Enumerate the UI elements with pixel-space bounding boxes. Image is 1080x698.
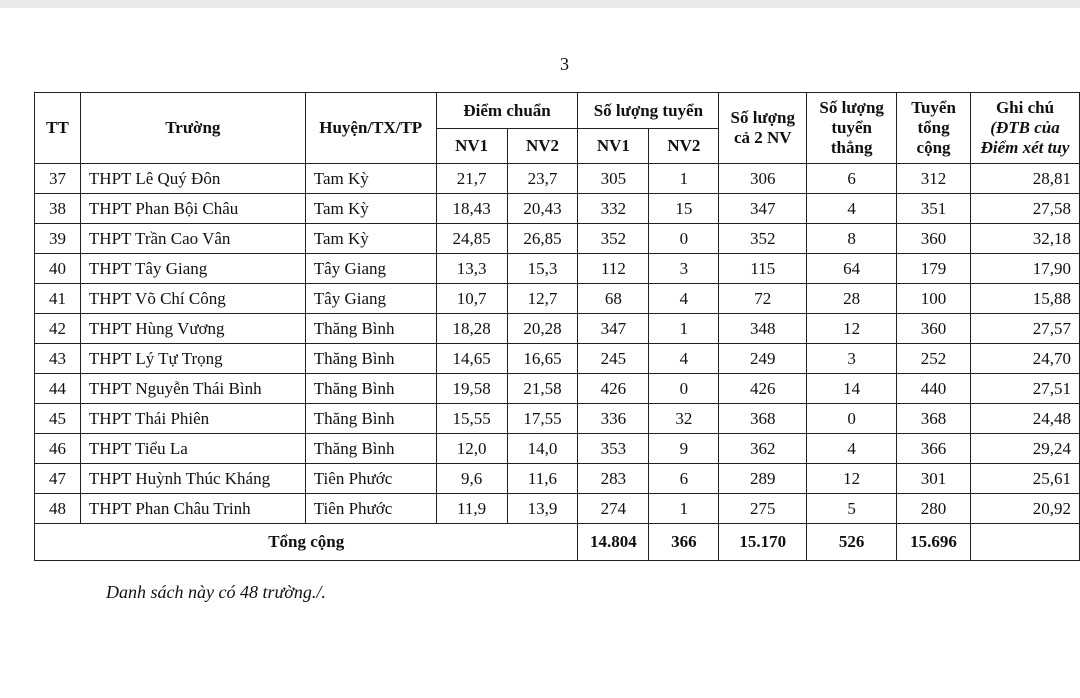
diem-chuan-nv1-cell: 13,3 xyxy=(436,254,507,284)
total-tuyen-thang: 526 xyxy=(807,524,897,561)
ghi-chu-cell: 20,92 xyxy=(971,494,1080,524)
district-cell: Tiên Phước xyxy=(305,464,436,494)
header-sl-nv2: NV2 xyxy=(649,129,719,164)
footnote: Danh sách này có 48 trường./. xyxy=(106,582,326,602)
so-luong-ca-2-nv-cell: 289 xyxy=(719,464,807,494)
tuyen-tong-cong-cell: 440 xyxy=(897,374,971,404)
so-luong-nv1-cell: 353 xyxy=(578,434,649,464)
tuyen-tong-cong-cell: 368 xyxy=(897,404,971,434)
diem-chuan-nv2-cell: 11,6 xyxy=(507,464,578,494)
district-cell: Tây Giang xyxy=(305,254,436,284)
school-cell: THPT Nguyễn Thái Bình xyxy=(80,374,305,404)
tuyen-thang-cell: 4 xyxy=(807,434,897,464)
ghi-chu-cell: 25,61 xyxy=(971,464,1080,494)
total-label: Tổng cộng xyxy=(35,524,578,561)
so-luong-nv1-cell: 426 xyxy=(578,374,649,404)
tuyen-tong-cong-cell: 179 xyxy=(897,254,971,284)
header-ghi-chu-line1: Ghi chú xyxy=(995,98,1055,117)
diem-chuan-nv2-cell: 14,0 xyxy=(507,434,578,464)
diem-chuan-nv2-cell: 16,65 xyxy=(507,344,578,374)
so-luong-nv1-cell: 283 xyxy=(578,464,649,494)
table-row xyxy=(35,314,1080,344)
so-luong-nv1-cell: 274 xyxy=(578,494,649,524)
so-luong-nv1-cell: 68 xyxy=(578,284,649,314)
diem-chuan-nv2-cell: 26,85 xyxy=(507,224,578,254)
so-luong-ca-2-nv-cell: 115 xyxy=(719,254,807,284)
table-row xyxy=(35,224,1080,254)
so-luong-ca-2-nv-cell: 426 xyxy=(719,374,807,404)
tuyen-tong-cong-cell: 360 xyxy=(897,314,971,344)
district-cell: Tây Giang xyxy=(305,284,436,314)
so-luong-nv1-cell: 112 xyxy=(578,254,649,284)
header-tt: TT xyxy=(35,93,81,164)
header-ca-2-nv xyxy=(719,93,807,164)
district-cell: Thăng Bình xyxy=(305,374,436,404)
header-ca-2-nv-line2: cả 2 NV xyxy=(733,128,792,147)
tt-cell: 47 xyxy=(35,464,81,494)
header-tuyen-thang xyxy=(807,93,897,164)
tuyen-thang-cell: 5 xyxy=(807,494,897,524)
header-tuyen-thang-line1: Số lượng xyxy=(819,98,884,117)
diem-chuan-nv1-cell: 18,28 xyxy=(436,314,507,344)
diem-chuan-nv1-cell: 9,6 xyxy=(436,464,507,494)
school-cell: THPT Võ Chí Công xyxy=(80,284,305,314)
so-luong-nv2-cell: 4 xyxy=(649,284,719,314)
tt-cell: 37 xyxy=(35,164,81,194)
header-dc-nv1: NV1 xyxy=(436,129,507,164)
tt-cell: 38 xyxy=(35,194,81,224)
so-luong-nv1-cell: 245 xyxy=(578,344,649,374)
tuyen-thang-cell: 6 xyxy=(807,164,897,194)
header-diem-chuan: Điểm chuẩn xyxy=(436,93,578,129)
so-luong-nv1-cell: 347 xyxy=(578,314,649,344)
table-row xyxy=(35,344,1080,374)
table-row xyxy=(35,254,1080,284)
so-luong-nv2-cell: 0 xyxy=(649,374,719,404)
diem-chuan-nv1-cell: 24,85 xyxy=(436,224,507,254)
diem-chuan-nv1-cell: 10,7 xyxy=(436,284,507,314)
tuyen-thang-cell: 14 xyxy=(807,374,897,404)
total-tuyen-tong-cong: 15.696 xyxy=(897,524,971,561)
tuyen-tong-cong-cell: 366 xyxy=(897,434,971,464)
ghi-chu-cell: 27,51 xyxy=(971,374,1080,404)
tt-cell: 41 xyxy=(35,284,81,314)
header-truong: Trường xyxy=(80,93,305,164)
tt-cell: 39 xyxy=(35,224,81,254)
header-tong-line3: cộng xyxy=(916,138,951,157)
so-luong-nv1-cell: 336 xyxy=(578,404,649,434)
tt-cell: 40 xyxy=(35,254,81,284)
diem-chuan-nv1-cell: 14,65 xyxy=(436,344,507,374)
ghi-chu-cell: 24,48 xyxy=(971,404,1080,434)
diem-chuan-nv1-cell: 19,58 xyxy=(436,374,507,404)
so-luong-ca-2-nv-cell: 348 xyxy=(719,314,807,344)
so-luong-nv1-cell: 332 xyxy=(578,194,649,224)
header-tong-line1: Tuyển xyxy=(911,98,956,117)
tuyen-thang-cell: 12 xyxy=(807,314,897,344)
so-luong-nv2-cell: 1 xyxy=(649,494,719,524)
tuyen-thang-cell: 0 xyxy=(807,404,897,434)
top-bar xyxy=(0,0,1080,8)
so-luong-nv2-cell: 4 xyxy=(649,344,719,374)
so-luong-nv2-cell: 1 xyxy=(649,314,719,344)
ghi-chu-cell: 32,18 xyxy=(971,224,1080,254)
header-sl-nv1: NV1 xyxy=(578,129,649,164)
so-luong-nv2-cell: 32 xyxy=(649,404,719,434)
table-row xyxy=(35,404,1080,434)
diem-chuan-nv2-cell: 20,28 xyxy=(507,314,578,344)
school-cell: THPT Phan Bội Châu xyxy=(80,194,305,224)
tuyen-tong-cong-cell: 312 xyxy=(897,164,971,194)
tuyen-tong-cong-cell: 100 xyxy=(897,284,971,314)
ghi-chu-cell: 27,57 xyxy=(971,314,1080,344)
header-ca-2-nv-line1: Số lượng xyxy=(730,108,796,127)
header-ghi-chu-line3: Điểm xét tuy xyxy=(980,138,1070,157)
table-row xyxy=(35,434,1080,464)
tt-cell: 48 xyxy=(35,494,81,524)
tuyen-thang-cell: 3 xyxy=(807,344,897,374)
school-cell: THPT Phan Châu Trinh xyxy=(80,494,305,524)
school-cell: THPT Lý Tự Trọng xyxy=(80,344,305,374)
diem-chuan-nv2-cell: 23,7 xyxy=(507,164,578,194)
header-ghi-chu xyxy=(971,93,1080,164)
ghi-chu-cell: 27,58 xyxy=(971,194,1080,224)
table-row xyxy=(35,284,1080,314)
so-luong-ca-2-nv-cell: 352 xyxy=(719,224,807,254)
total-sl-nv2: 366 xyxy=(649,524,719,561)
diem-chuan-nv1-cell: 11,9 xyxy=(436,494,507,524)
table-row xyxy=(35,494,1080,524)
tt-cell: 46 xyxy=(35,434,81,464)
so-luong-nv2-cell: 15 xyxy=(649,194,719,224)
so-luong-nv2-cell: 6 xyxy=(649,464,719,494)
tuyen-tong-cong-cell: 280 xyxy=(897,494,971,524)
table-row xyxy=(35,194,1080,224)
tuyen-thang-cell: 4 xyxy=(807,194,897,224)
header-tuyen-thang-line3: thẳng xyxy=(830,138,873,157)
admission-table xyxy=(34,92,1080,561)
diem-chuan-nv1-cell: 18,43 xyxy=(436,194,507,224)
tuyen-tong-cong-cell: 252 xyxy=(897,344,971,374)
so-luong-nv1-cell: 352 xyxy=(578,224,649,254)
district-cell: Thăng Bình xyxy=(305,314,436,344)
school-cell: THPT Lê Quý Đôn xyxy=(80,164,305,194)
diem-chuan-nv1-cell: 21,7 xyxy=(436,164,507,194)
so-luong-nv2-cell: 1 xyxy=(649,164,719,194)
so-luong-nv2-cell: 3 xyxy=(649,254,719,284)
tuyen-thang-cell: 8 xyxy=(807,224,897,254)
district-cell: Tam Kỳ xyxy=(305,164,436,194)
district-cell: Tam Kỳ xyxy=(305,224,436,254)
district-cell: Thăng Bình xyxy=(305,404,436,434)
so-luong-ca-2-nv-cell: 368 xyxy=(719,404,807,434)
tuyen-thang-cell: 28 xyxy=(807,284,897,314)
so-luong-ca-2-nv-cell: 347 xyxy=(719,194,807,224)
tuyen-thang-cell: 12 xyxy=(807,464,897,494)
diem-chuan-nv2-cell: 17,55 xyxy=(507,404,578,434)
diem-chuan-nv2-cell: 13,9 xyxy=(507,494,578,524)
school-cell: THPT Thái Phiên xyxy=(80,404,305,434)
total-sl-nv1: 14.804 xyxy=(578,524,649,561)
tt-cell: 42 xyxy=(35,314,81,344)
school-cell: THPT Trần Cao Vân xyxy=(80,224,305,254)
table-row xyxy=(35,374,1080,404)
tuyen-tong-cong-cell: 301 xyxy=(897,464,971,494)
header-ghi-chu-line2: (ĐTB của xyxy=(990,118,1060,137)
ghi-chu-cell: 17,90 xyxy=(971,254,1080,284)
header-tong-line2: tổng xyxy=(917,118,950,137)
tuyen-tong-cong-cell: 360 xyxy=(897,224,971,254)
header-tuyen-tong-cong xyxy=(897,93,971,164)
so-luong-nv2-cell: 9 xyxy=(649,434,719,464)
tuyen-tong-cong-cell: 351 xyxy=(897,194,971,224)
tuyen-thang-cell: 64 xyxy=(807,254,897,284)
page-number: 3 xyxy=(560,54,569,74)
ghi-chu-cell: 15,88 xyxy=(971,284,1080,314)
tt-cell: 43 xyxy=(35,344,81,374)
so-luong-ca-2-nv-cell: 72 xyxy=(719,284,807,314)
school-cell: THPT Tây Giang xyxy=(80,254,305,284)
diem-chuan-nv2-cell: 20,43 xyxy=(507,194,578,224)
header-dc-nv2: NV2 xyxy=(507,129,578,164)
ghi-chu-cell: 29,24 xyxy=(971,434,1080,464)
ghi-chu-cell: 24,70 xyxy=(971,344,1080,374)
so-luong-ca-2-nv-cell: 306 xyxy=(719,164,807,194)
tt-cell: 45 xyxy=(35,404,81,434)
header-so-luong-tuyen: Số lượng tuyển xyxy=(578,93,719,129)
diem-chuan-nv1-cell: 12,0 xyxy=(436,434,507,464)
total-ghi-chu xyxy=(971,524,1080,561)
school-cell: THPT Tiểu La xyxy=(80,434,305,464)
so-luong-nv1-cell: 305 xyxy=(578,164,649,194)
diem-chuan-nv2-cell: 15,3 xyxy=(507,254,578,284)
diem-chuan-nv2-cell: 12,7 xyxy=(507,284,578,314)
school-cell: THPT Hùng Vương xyxy=(80,314,305,344)
table-row xyxy=(35,164,1080,194)
so-luong-ca-2-nv-cell: 249 xyxy=(719,344,807,374)
school-cell: THPT Huỳnh Thúc Kháng xyxy=(80,464,305,494)
so-luong-ca-2-nv-cell: 275 xyxy=(719,494,807,524)
table-row xyxy=(35,464,1080,494)
header-huyen: Huyện/TX/TP xyxy=(305,93,436,164)
district-cell: Tiên Phước xyxy=(305,494,436,524)
district-cell: Thăng Bình xyxy=(305,344,436,374)
header-tuyen-thang-line2: tuyển xyxy=(831,118,872,137)
diem-chuan-nv1-cell: 15,55 xyxy=(436,404,507,434)
so-luong-ca-2-nv-cell: 362 xyxy=(719,434,807,464)
district-cell: Tam Kỳ xyxy=(305,194,436,224)
ghi-chu-cell: 28,81 xyxy=(971,164,1080,194)
total-ca-2-nv: 15.170 xyxy=(719,524,807,561)
district-cell: Thăng Bình xyxy=(305,434,436,464)
total-row xyxy=(35,524,1080,561)
tt-cell: 44 xyxy=(35,374,81,404)
table-body xyxy=(35,164,1080,524)
so-luong-nv2-cell: 0 xyxy=(649,224,719,254)
diem-chuan-nv2-cell: 21,58 xyxy=(507,374,578,404)
